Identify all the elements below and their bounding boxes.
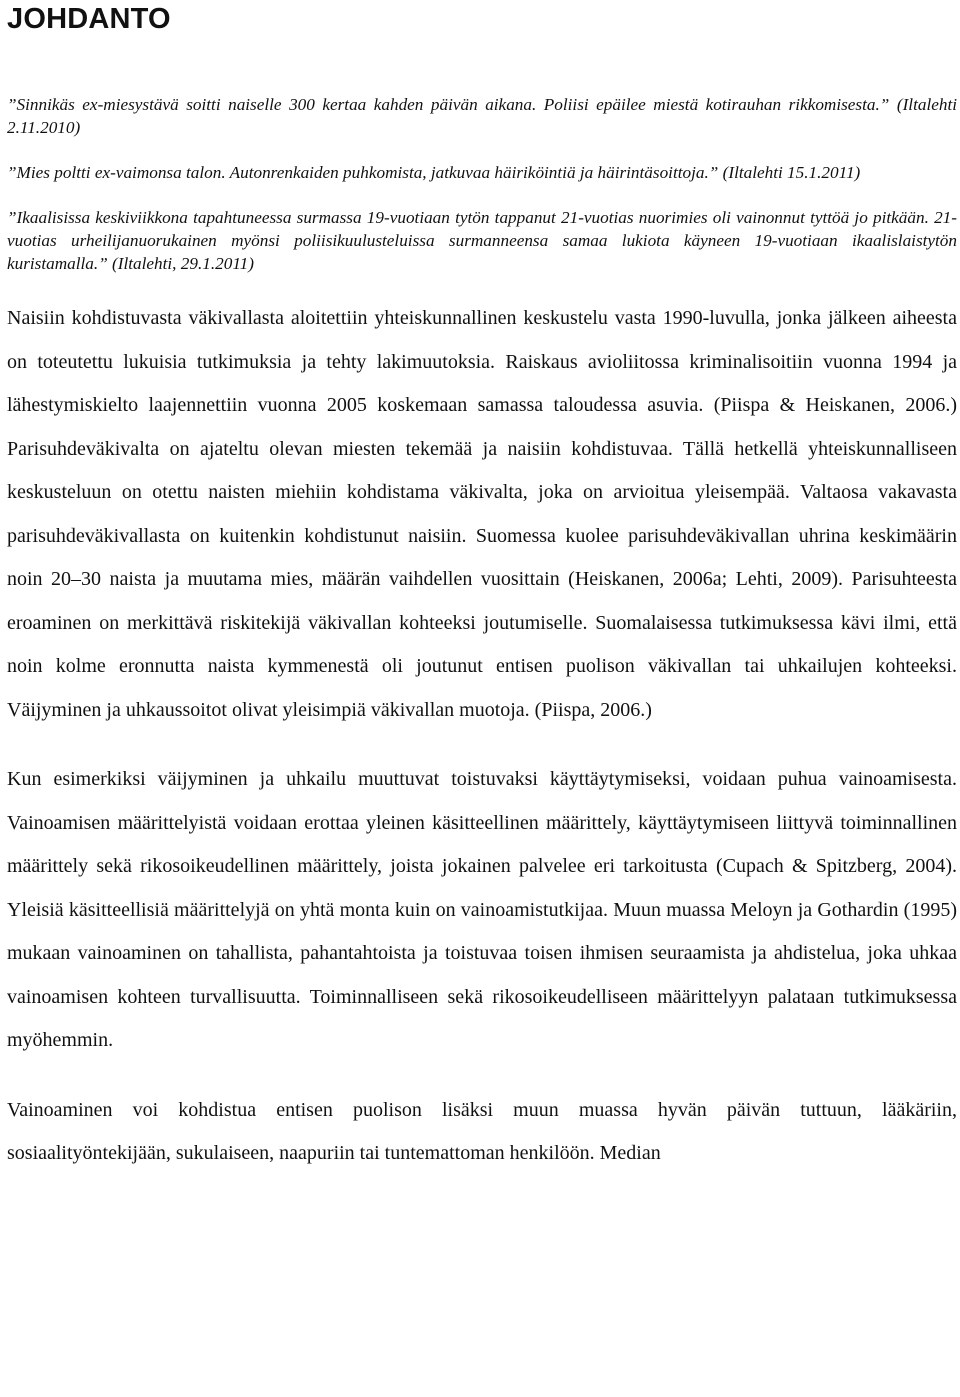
paragraph-1: Naisiin kohdistuvasta väkivallasta aloitettiin yhteiskunnallinen keskustelu vasta 1990-luvulla, jonka jälkeen aiheesta on toteutettu lukuisia tutkimuksia ja tehty lakimuutoksia. Raiskaus avioliitossa kriminalisoitiin vuonna 1994 ja lähestymiskielto laajennettiin vuonna 2005 koskemaan samassa taloudessa asuvia. (Piispa & Heiskanen, 2006.) Parisuhdeväkivalta on ajateltu olevan miesten tekemää ja naisiin kohdistuvaa. Tällä hetkellä yhteiskunnalliseen keskusteluun on otettu naisten miehiin kohdistama väkivalta, joka on arvioitua yleisempää. Valtaosa vakavasta parisuhdeväkivallasta on kuitenkin kohdistunut naisiin. Suomessa kuolee parisuhdeväkivallan uhrina keskimäärin noin 20–30 naista ja muutama mies, määrän vaihdellen vuosittain (Heiskanen, 2006a; Lehti, 2009). Parisuhteesta eroaminen on merkittävä riskitekijä väkivallan kohteeksi joutumiselle. Suomalaisessa tutkimuksessa kävi ilmi, että noin kolme eronnutta naista kymmenestä oli joutunut entisen puolison väkivallan tai uhkailujen kohteeksi. Väijyminen ja uhkaussoitot olivat yleisimpiä väkivallan muotoja. (Piispa, 2006.) — [7, 307, 957, 721]
body-text — [7, 297, 957, 1176]
paragraph-3: Vainoaminen voi kohdistua entisen puolison lisäksi muun muassa hyvän päivän tuttuun, lääkäriin, sosiaalityöntekijään, sukulaiseen, naapuriin tai tuntemattoman henkilöön. Median — [7, 1098, 957, 1164]
news-quotes — [7, 93, 957, 275]
document-page — [7, 0, 957, 1176]
page-title: JOHDANTO — [7, 3, 171, 35]
paragraph-2: Kun esimerkiksi väijyminen ja uhkailu muuttuvat toistuvaksi käyttäytymiseksi, voidaan puhua vainoamisesta. Vainoamisen määrittelyistä voidaan erottaa yleinen käsitteellinen määrittely, käyttäytymiseen liittyvä toiminnallinen määrittely sekä rikosoikeudellinen määrittely, joista jokainen palvelee eri tarkoitusta (Cupach & Spitzberg, 2004). Yleisiä käsitteellisiä määrittelyjä on yhtä monta kuin on vainoamistutkijaa. Muun muassa Meloyn ja Gothardin (1995) mukaan vainoaminen on tahallista, pahantahtoista ja toistuvaa toisen ihmisen seuraamista ja ahdistelua, joka uhkaa vainoamisen kohteen turvallisuutta. Toiminnalliseen sekä rikosoikeudelliseen määrittelyyn palataan tutkimuksessa myöhemmin. — [7, 768, 957, 1051]
news-quote-2: ”Mies poltti ex-vaimonsa talon. Autonrenkaiden puhkomista, jatkuvaa häiriköintiä ja häirintäsoittoja.” (Iltalehti 15.1.2011) — [7, 163, 861, 182]
news-quote-3: ”Ikaalisissa keskiviikkona tapahtuneessa surmassa 19-vuotiaan tytön tappanut 21-vuotias nuorimies oli vainonnut tyttöä jo pitkään. 21-vuotias urheilijanuorukainen myönsi poliisikuulusteluissa surmanneensa samaa lukiota käyneen 19-vuotiaan ikaalislaistytön kuristamalla.” (Iltalehti, 29.1.2011) — [7, 208, 957, 273]
news-quote-1: ”Sinnikäs ex-miesystävä soitti naiselle 300 kertaa kahden päivän aikana. Poliisi epäilee miestä kotirauhan rikkomisesta.” (Iltalehti 2.11.2010) — [7, 95, 957, 137]
